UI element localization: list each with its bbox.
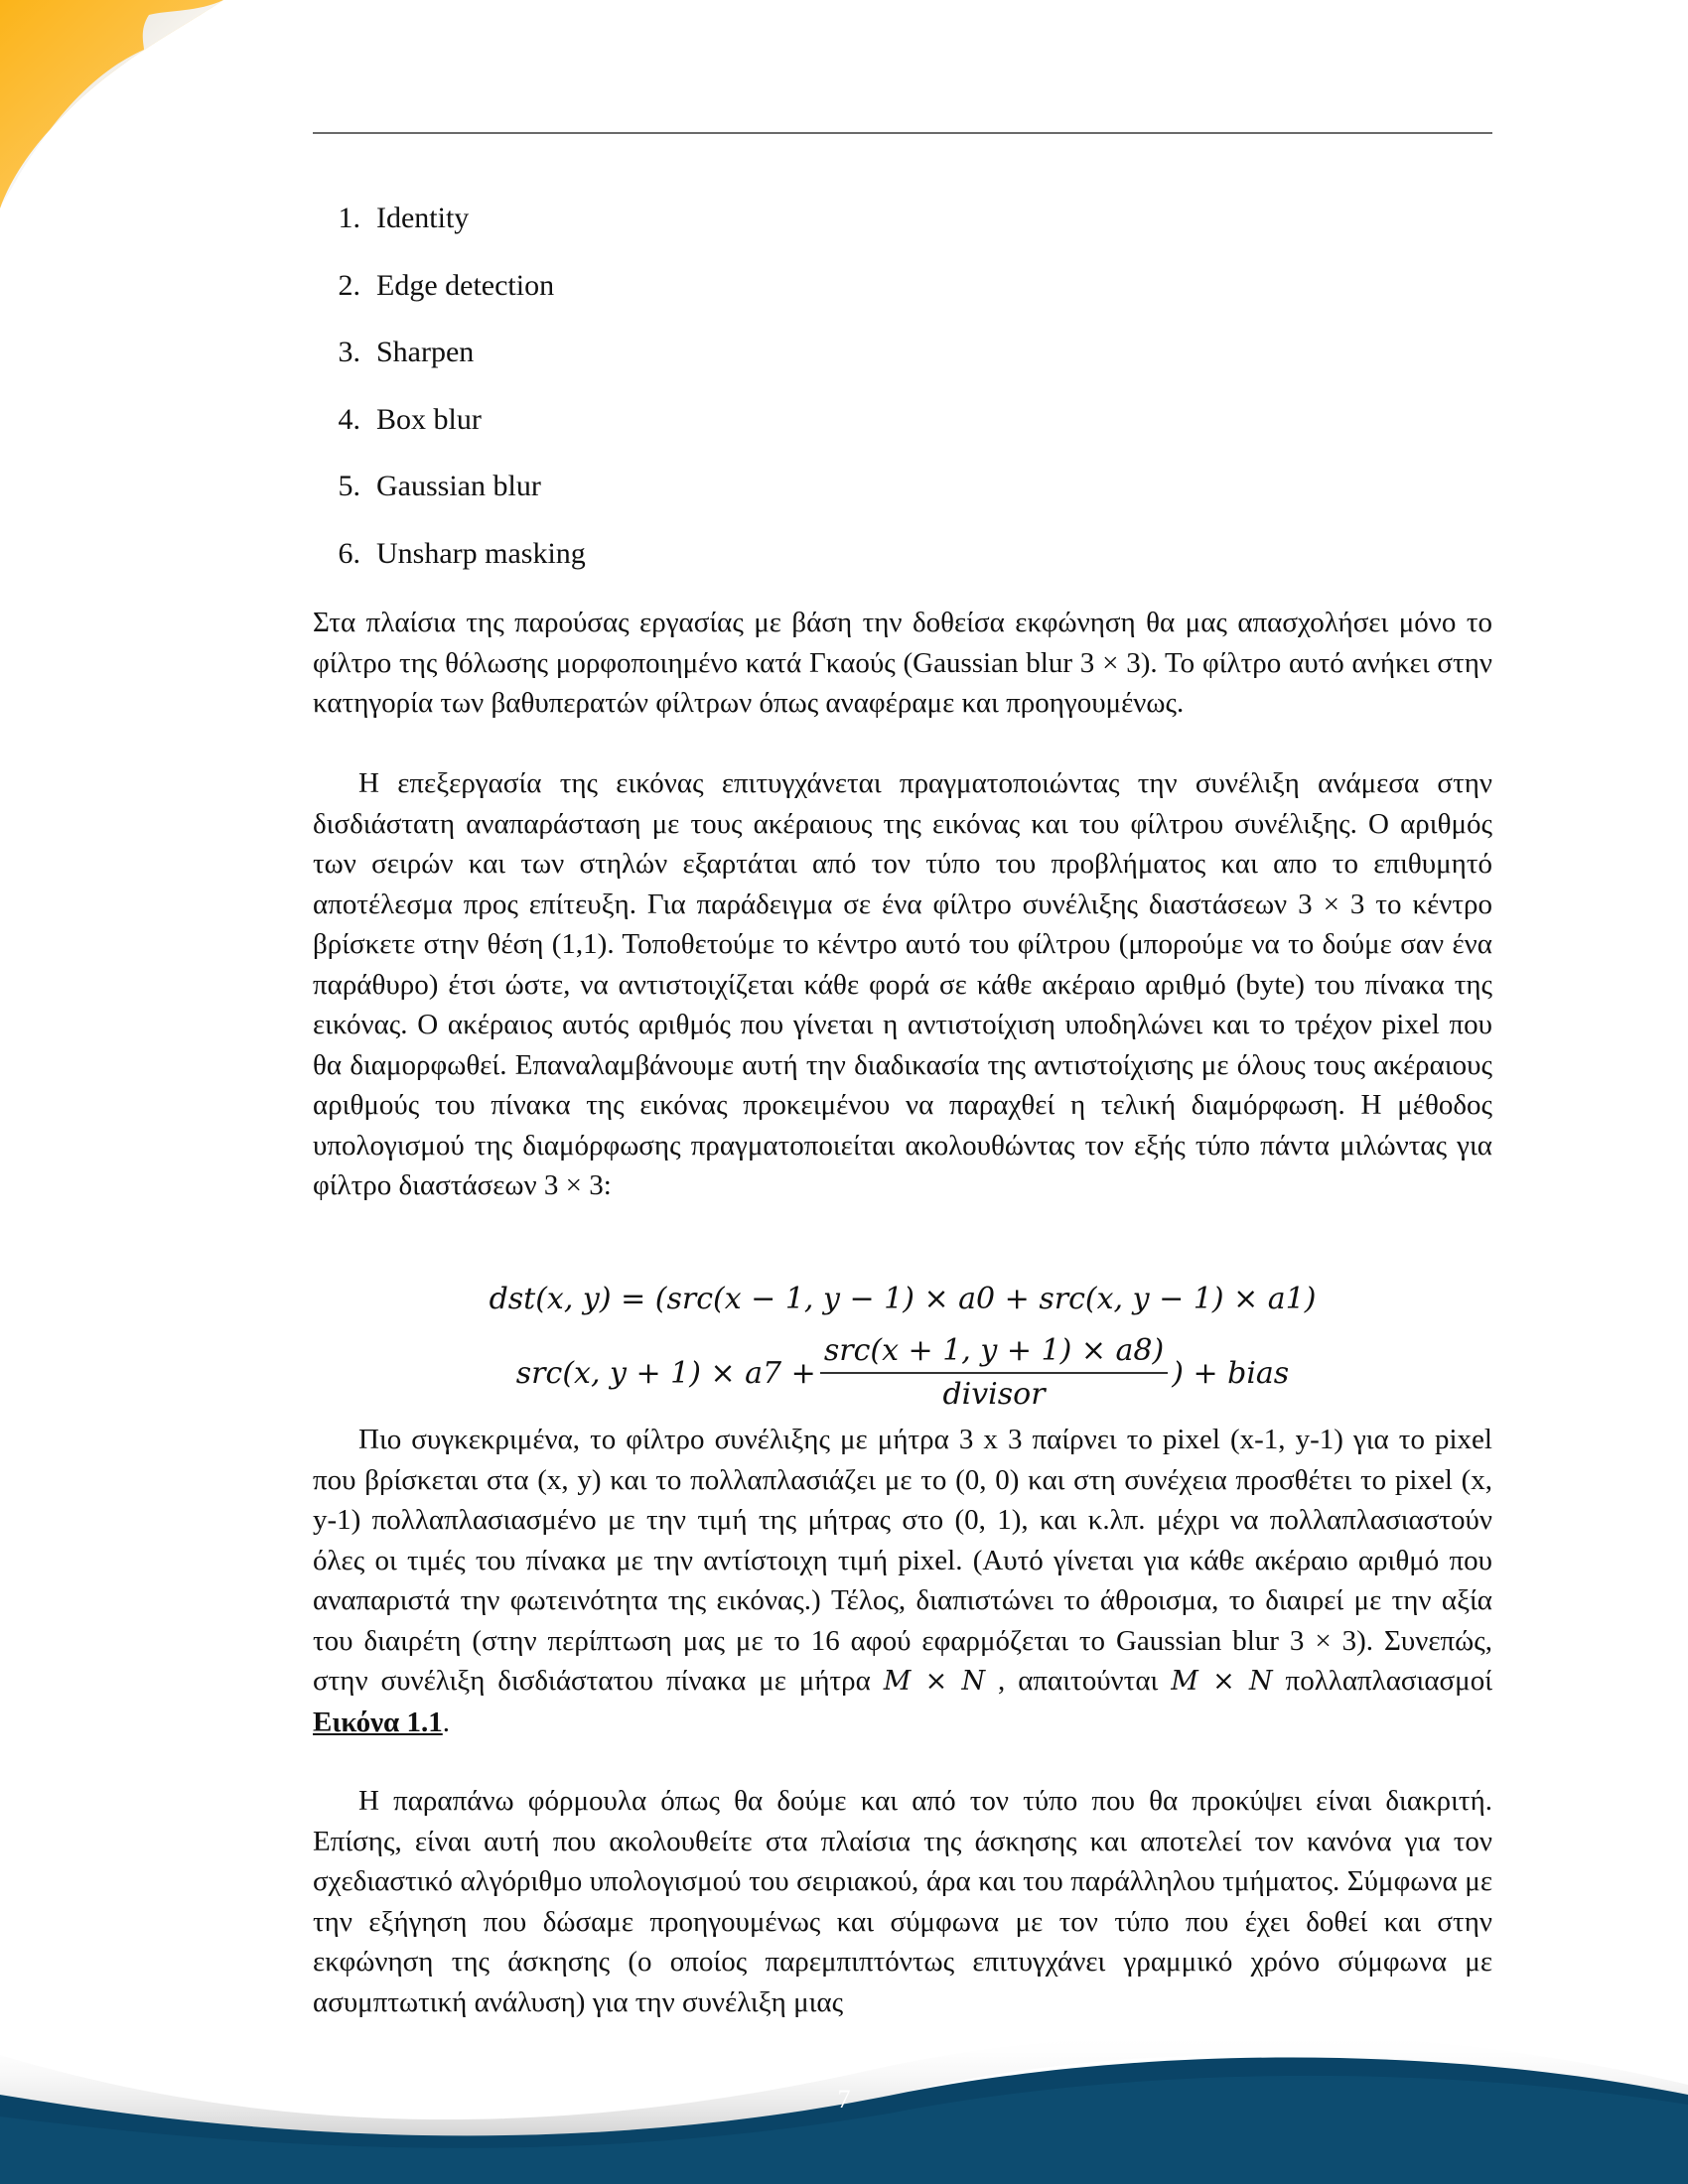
page-curl-decoration: [0, 0, 238, 218]
list-item-number: 6.: [338, 536, 360, 570]
paragraph-convolution-detail: [313, 1420, 1492, 1742]
list-item-number: 2.: [338, 268, 360, 302]
list-item: [313, 464, 1492, 531]
page-number: 7: [837, 2085, 851, 2114]
body-text: [313, 1781, 1492, 2022]
text-run: , απαιτούνται: [985, 1665, 1172, 1697]
corner-accent-shape: [0, 0, 223, 208]
body-text: [313, 1420, 1492, 1742]
paragraph-formula-discussion: Η παραπάνω φόρμουλα όπως θα δούμε και από τον τύπο που θα προκύψει είναι διακριτή. Επίσης, είναι αυτή που ακολουθείτε στα πλαίσια της άσκησης και αποτελεί τον κανόνα για τον σχεδιαστικό αλγόριθμο υπολογισμού του σειριακού, άρα και του παράλληλου τμήματος. Σύμφωνα με την εξήγηση που δώσαμε προηγουμένως και σύμφωνα με τον τύπο που έχει δοθεί και στην εκφώνηση της άσκησης (ο οποίος παρεμπιπτόντως επιτυγχάνει γραμμικό χρόνο σύμφωνα με ασυμπτωτική ανάλυση) για την συνέλιξη μιας: [313, 1785, 1492, 2018]
list-item: [313, 397, 1492, 465]
body-text: [313, 603, 1492, 724]
formula-fraction: [820, 1332, 1168, 1414]
formula-numerator: src(x + 1, y + 1) × a8): [820, 1332, 1168, 1374]
formula-line-2: [313, 1325, 1492, 1421]
formula-line-2-right: ) + bias: [1172, 1355, 1290, 1391]
text-run: πολλαπλασιασμοί: [1272, 1665, 1493, 1697]
formula-denominator: divisor: [942, 1377, 1046, 1412]
text-run: .: [442, 1706, 450, 1738]
list-item-label: Edge detection: [376, 268, 555, 302]
list-item: [313, 196, 1492, 263]
body-text: [313, 763, 1492, 1206]
list-item: [313, 531, 1492, 599]
header-rule: [313, 132, 1492, 134]
list-item: [313, 330, 1492, 397]
list-item-label: Sharpen: [376, 336, 475, 369]
list-item-label: Identity: [376, 202, 470, 234]
list-item-label: Unsharp masking: [376, 536, 586, 570]
figure-reference-link[interactable]: Εικόνα 1.1: [313, 1706, 443, 1738]
paragraph-convolution-process: Η επεξεργασία της εικόνας επιτυγχάνεται πραγματοποιώντας την συνέλιξη ανάμεσα στην δισδιάστατη αναπαράσταση με τους ακέραιους της εικόνας και του φίλτρου συνέλιξης. Ο αριθμός των σειρών και των στηλών εξαρτάται από τον τύπο του προβλήματος και απο το επιθυμητό αποτέλεσμα προς επίτευξη. Για παράδειγμα σε ένα φίλτρο συνέλιξης διαστάσεων 3 × 3 το κέντρο βρίσκετε στην θέση (1,1). Τοποθετούμε το κέντρο αυτό του φίλτρου (μπορούμε να το δούμε σαν ένα παράθυρο) έτσι ώστε, να αντιστοιχίζεται κάθε φορά σε κάθε ακέραιο αριθμό (byte) του πίνακα της εικόνας. Ο ακέραιος αυτός αριθμός που γίνεται η αντιστοίχιση υποδηλώνει και το τρέχον pixel που θα διαμορφωθεί. Επαναλαμβάνουμε αυτή την διαδικασία της αντιστοίχισης με όλους τους ακέραιους αριθμούς του πίνακα της εικόνας προκειμένου να παραχθεί η τελική διαμόρφωση. Η μέθοδος υπολογισμού της διαμόρφωσης πραγματοποιείται ακολουθώντας τον εξής τύπο πάντα μιλώντας για φίλτρο διαστάσεων 3 × 3:: [313, 767, 1492, 1201]
list-item-label: Gaussian blur: [376, 470, 541, 503]
text-run: Πιο συγκεκριμένα, το φίλτρο συνέλιξης με μήτρα 3 x 3 παίρνει το pixel (x-1, y-1) για το pixel που βρίσκεται στα (x, y) και το πολλαπλασιάζει με το (0, 0) και στη συνέχεια προσθέτει το pixel (x, y-1) πολλαπλασιασμένο με την τιμή της μήτρας στο (0, 1), και κ.λπ. μέχρι να πολλαπλασιαστούν όλες οι τιμές του πίνακα με την αντίστοιχη τιμή pixel. (Αυτό γίνεται για κάθε ακέραιο αριθμό που αναπαριστά την φωτεινότητα της εικόνας.) Τέλος, διαπιστώνει το άθροισμα, το διαιρεί με την αξία του διαιρέτη (στην περίπτωση μας με το 16 αφού εφαρμόζεται το Gaussian blur 3 × 3). Συνεπώς, στην συνέλιξη δισδιάστατου πίνακα με μήτρα: [313, 1424, 1492, 1697]
list-item-number: 4.: [338, 402, 360, 436]
list-item-number: 1.: [338, 202, 360, 234]
convolution-formula: [313, 1274, 1492, 1421]
formula-line-2-left: src(x, y + 1) × a7 +: [515, 1355, 816, 1391]
math-m-times-n: M × N: [1171, 1666, 1273, 1697]
list-item: [313, 263, 1492, 331]
math-m-times-n: M × N: [883, 1666, 986, 1697]
list-item-label: Box blur: [376, 402, 482, 436]
filter-type-list: [313, 196, 1492, 599]
paragraph-gaussian-intro: Στα πλαίσια της παρούσας εργασίας με βάση την δοθείσα εκφώνηση θα μας απασχολήσει μόνο το φίλτρο της θόλωσης μορφοποιημένο κατά Γκαούς (Gaussian blur 3 × 3). Το φίλτρο αυτό ανήκει στην κατηγορία των βαθυπερατών φίλτρων όπως αναφέραμε και προηγουμένως.: [313, 607, 1492, 719]
list-item-number: 5.: [338, 470, 360, 503]
formula-line-1: dst(x, y) = (src(x − 1, y − 1) × a0 + src(x, y − 1) × a1): [489, 1282, 1317, 1316]
list-item-number: 3.: [338, 336, 360, 369]
